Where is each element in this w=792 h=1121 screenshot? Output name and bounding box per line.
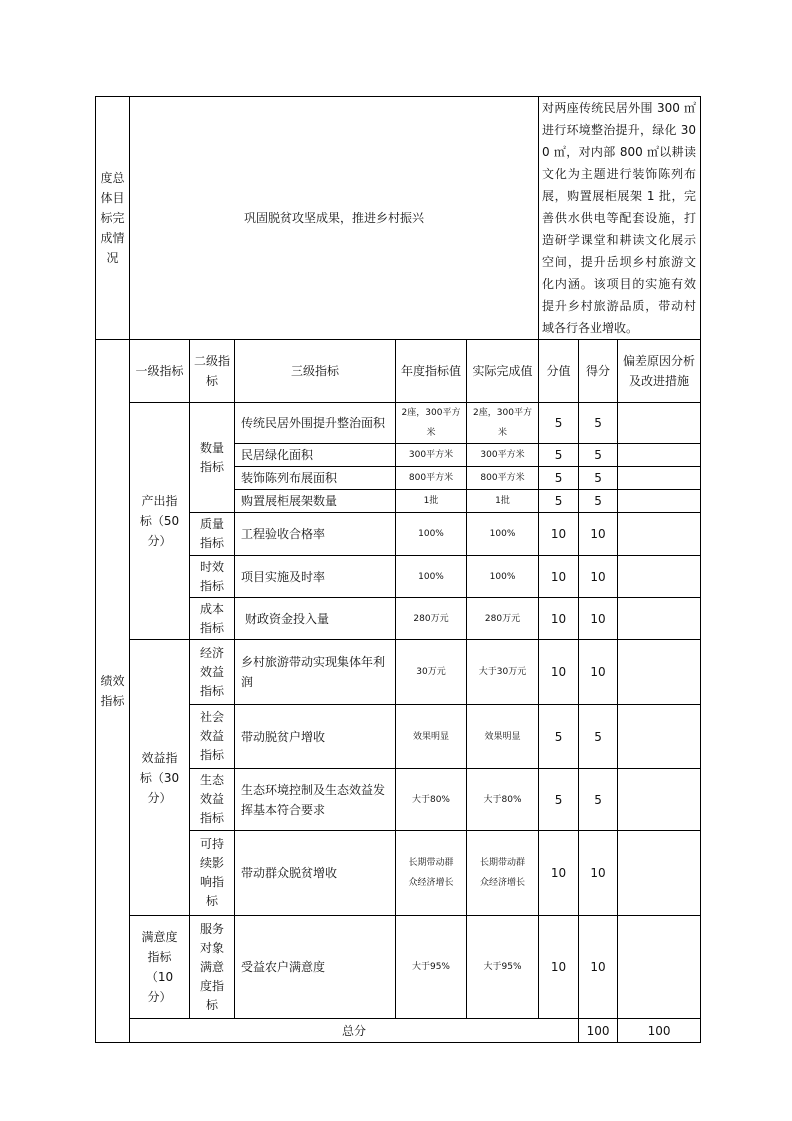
got-value: 5 [579, 467, 618, 490]
table-row [96, 403, 701, 444]
score-value: 10 [539, 640, 579, 705]
score-value: 5 [539, 444, 579, 467]
actual-value: 100% [467, 513, 539, 556]
reason-cell [618, 490, 701, 513]
indicator-name: 工程验收合格率 [235, 513, 396, 556]
score-value: 5 [539, 403, 579, 444]
annual-value: 100% [396, 556, 467, 598]
overall-actual-text: 对两座传统民居外围 300 ㎡进行环境整治提升，绿化 300 ㎡，对内部 800 ㎡以耕读文化为主题进行装饰陈列布展，购置展柜展架 1 批，完善供水供电等配套设施，打造研学课堂和耕读文化展示空间，提升岳坝乡村旅游文化内涵。该项目的实施有效提升乡村旅游品质，带动村域各行各业增收。 [539, 97, 701, 340]
subgroup-cost: 成本指标 [190, 598, 235, 640]
annual-value: 长期带动群众经济增长 [396, 831, 467, 916]
actual-value: 长期带动群众经济增长 [467, 831, 539, 916]
reason-cell [618, 444, 701, 467]
annual-value: 800平方米 [396, 467, 467, 490]
header-reason: 偏差原因分析及改进措施 [618, 340, 701, 403]
got-value: 10 [579, 556, 618, 598]
actual-value: 800平方米 [467, 467, 539, 490]
header-level3: 三级指标 [235, 340, 396, 403]
indicator-name: 财政资金投入量 [235, 598, 396, 640]
got-value: 5 [579, 769, 618, 831]
subgroup-quantity: 数量指标 [190, 403, 235, 513]
indicator-name: 带动脱贫户增收 [235, 705, 396, 769]
got-value: 5 [579, 705, 618, 769]
reason-cell [618, 403, 701, 444]
reason-cell [618, 705, 701, 769]
got-value: 5 [579, 444, 618, 467]
got-value: 10 [579, 831, 618, 916]
score-value: 5 [539, 705, 579, 769]
got-value: 10 [579, 916, 618, 1019]
got-value: 10 [579, 598, 618, 640]
reason-cell [618, 831, 701, 916]
overall-goal-text: 巩固脱贫攻坚成果，推进乡村振兴 [130, 97, 539, 340]
indicator-name: 乡村旅游带动实现集体年利润 [235, 640, 396, 705]
indicator-name: 带动群众脱贫增收 [235, 831, 396, 916]
subgroup-service: 服务对象满意度指标 [190, 916, 235, 1019]
got-value: 5 [579, 490, 618, 513]
actual-value: 100% [467, 556, 539, 598]
indicator-name: 生态环境控制及生态效益发挥基本符合要求 [235, 769, 396, 831]
reason-cell [618, 467, 701, 490]
header-level2: 二级指标 [190, 340, 235, 403]
group-satisfaction: 满意度指标（10分） [130, 916, 190, 1019]
reason-cell [618, 556, 701, 598]
annual-value: 300平方米 [396, 444, 467, 467]
subgroup-sustainable: 可持续影响指标 [190, 831, 235, 916]
group-benefit: 效益指标（30分） [130, 640, 190, 916]
table-row [96, 640, 701, 705]
annual-value: 2座，300平方米 [396, 403, 467, 444]
indicator-name: 购置展柜展架数量 [235, 490, 396, 513]
performance-label: 绩效指标 [96, 340, 130, 1043]
total-score: 100 [579, 1019, 618, 1043]
score-value: 10 [539, 598, 579, 640]
header-score: 分值 [539, 340, 579, 403]
annual-value: 大于80% [396, 769, 467, 831]
actual-value: 效果明显 [467, 705, 539, 769]
header-level1: 一级指标 [130, 340, 190, 403]
actual-value: 2座，300平方米 [467, 403, 539, 444]
indicator-name: 装饰陈列布展面积 [235, 467, 396, 490]
score-value: 5 [539, 769, 579, 831]
annual-value: 30万元 [396, 640, 467, 705]
performance-table [95, 96, 701, 1043]
actual-value: 大于80% [467, 769, 539, 831]
score-value: 10 [539, 556, 579, 598]
got-value: 5 [579, 403, 618, 444]
got-value: 10 [579, 640, 618, 705]
score-value: 5 [539, 467, 579, 490]
indicator-name: 民居绿化面积 [235, 444, 396, 467]
overall-label: 度总体目标完成情况 [96, 97, 130, 340]
subgroup-quality: 质量指标 [190, 513, 235, 556]
reason-cell [618, 513, 701, 556]
reason-cell [618, 769, 701, 831]
subgroup-economic: 经济效益指标 [190, 640, 235, 705]
score-value: 5 [539, 490, 579, 513]
total-row [96, 1019, 701, 1043]
score-value: 10 [539, 916, 579, 1019]
group-output: 产出指标（50分） [130, 403, 190, 640]
reason-cell [618, 916, 701, 1019]
total-got: 100 [618, 1019, 701, 1043]
actual-value: 300平方米 [467, 444, 539, 467]
annual-value: 效果明显 [396, 705, 467, 769]
overall-goal-row [96, 97, 701, 340]
reason-cell [618, 640, 701, 705]
actual-value: 280万元 [467, 598, 539, 640]
subgroup-ecological: 生态效益指标 [190, 769, 235, 831]
indicator-name: 项目实施及时率 [235, 556, 396, 598]
total-label: 总分 [130, 1019, 579, 1043]
subgroup-timeliness: 时效指标 [190, 556, 235, 598]
header-actual-value: 实际完成值 [467, 340, 539, 403]
actual-value: 大于95% [467, 916, 539, 1019]
header-got: 得分 [579, 340, 618, 403]
subgroup-social: 社会效益指标 [190, 705, 235, 769]
reason-cell [618, 598, 701, 640]
indicator-name: 传统民居外围提升整治面积 [235, 403, 396, 444]
got-value: 10 [579, 513, 618, 556]
actual-value: 大于30万元 [467, 640, 539, 705]
indicator-name: 受益农户满意度 [235, 916, 396, 1019]
table-row [96, 916, 701, 1019]
header-row [96, 340, 701, 403]
annual-value: 280万元 [396, 598, 467, 640]
score-value: 10 [539, 831, 579, 916]
annual-value: 大于95% [396, 916, 467, 1019]
actual-value: 1批 [467, 490, 539, 513]
annual-value: 100% [396, 513, 467, 556]
annual-value: 1批 [396, 490, 467, 513]
score-value: 10 [539, 513, 579, 556]
header-annual-target: 年度指标值 [396, 340, 467, 403]
